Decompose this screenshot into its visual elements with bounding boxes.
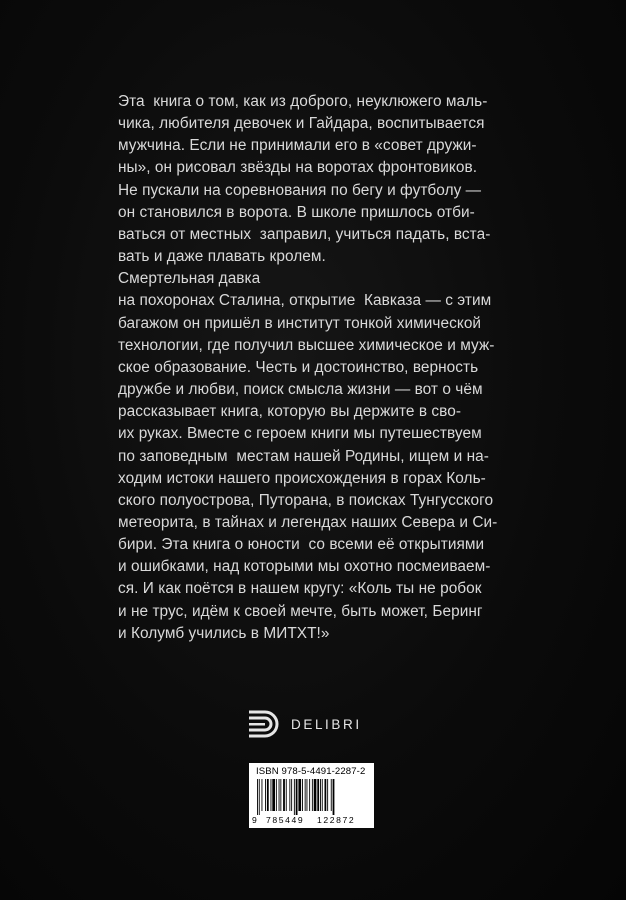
annotation-text — [118, 91, 518, 645]
annotation-line: рассказывает книга, которую вы держите в сво- — [118, 403, 462, 421]
annotation-line: и не трус, идём к своей мечте, быть может, Беринг — [118, 602, 483, 620]
annotation-line: метеорита, в тайнах и легендах наших Севера и Си- — [118, 513, 498, 531]
barcode-bar — [312, 779, 313, 811]
annotation-line: Не пускали на соревнования по бегу и футболу — — [118, 181, 482, 199]
barcode-bar — [265, 779, 266, 811]
annotation-line: и Колумб учились в МИТХТ!» — [118, 624, 330, 642]
barcode-bar — [296, 779, 298, 815]
annotation-line: ходим истоки нашего происхождения в горах Коль- — [118, 469, 486, 487]
barcode-bar — [283, 779, 285, 811]
barcode-digits-left: 785449 — [266, 815, 305, 825]
annotation-line: Эта книга о том, как из доброго, неуклюжего маль- — [118, 93, 488, 110]
annotation-line: ны», он рисовал звёзды на воротах фронтовиков. — [118, 159, 478, 177]
annotation-line: на похоронах Сталина, открытие Кавказа — с этим — [118, 292, 492, 310]
annotation-line: ваться от местных заправил, учиться падать, вста- — [118, 225, 491, 243]
barcode-bar — [271, 779, 272, 811]
barcode-bar — [294, 779, 295, 815]
barcode-bar — [279, 779, 280, 811]
barcode-bar — [325, 779, 327, 811]
barcode-bar — [333, 779, 335, 815]
barcode-bar — [307, 779, 308, 811]
barcode-bar — [262, 779, 263, 811]
barcode-bar — [272, 779, 275, 811]
barcode-bar — [327, 779, 328, 811]
barcode-bar — [322, 779, 323, 811]
barcode-digit-first: 9 — [252, 815, 257, 825]
annotation-line: багажом он пришёл в институт тонкой химической — [118, 314, 482, 332]
barcode-bar — [305, 779, 306, 811]
annotation-line: и ошибками, над которыми мы охотно посмеиваем- — [118, 558, 491, 576]
barcode-bar — [276, 779, 277, 811]
barcode-bar — [314, 779, 317, 811]
delibri-logo-icon — [247, 706, 283, 742]
publisher-name: DELIBRI — [291, 716, 362, 732]
barcode-digits-right: 122872 — [317, 815, 356, 825]
annotation-line: ского полуострова, Путорана, в поисках Тунгусского — [118, 491, 494, 509]
barcode-bar — [302, 779, 303, 811]
annotation-line: ся. И как поётся в нашем кругу: «Коль ты не робок — [118, 580, 482, 598]
barcode-bar — [298, 779, 301, 811]
barcode-bar — [289, 779, 290, 811]
barcode-bar — [309, 779, 310, 811]
annotation-line: он становился в ворота. В школе пришлось отби- — [118, 203, 475, 221]
isbn-barcode — [249, 763, 374, 828]
annotation-line: их руках. Вместе с героем книги мы путешествуем — [118, 425, 482, 443]
annotation-line: бири. Эта книга о юности со всеми её открытиями — [118, 536, 485, 554]
barcode-bar — [286, 779, 287, 811]
barcode-bar — [259, 779, 260, 815]
annotation-line: по заповедным местам нашей Родины, ищем и на- — [118, 447, 489, 465]
publisher-logo — [247, 706, 362, 742]
annotation-line: мужчина. Если не принимали его в «совет дружи- — [118, 137, 477, 155]
barcode-bar — [267, 779, 269, 811]
barcode-digits — [249, 815, 374, 827]
annotation-line: ское образование. Честь и достоинство, верность — [118, 358, 479, 376]
barcode-bar — [320, 779, 321, 811]
barcode-bar — [291, 779, 292, 811]
barcode-bar — [317, 779, 319, 811]
annotation-line: технологии, где получил высшее химическое и муж- — [118, 336, 495, 354]
annotation-line: чика, любителя девочек и Гайдара, воспитывается — [118, 115, 485, 133]
annotation-line: дружбе и любви, поиск смысла жизни — вот о чём — [118, 381, 483, 399]
barcode-bars — [257, 779, 367, 815]
barcode-bar — [331, 779, 332, 811]
isbn-number: ISBN 978-5-4491-2287-2 — [256, 766, 366, 777]
annotation-line: вать и даже плавать кролем. — [118, 248, 326, 266]
barcode-bar — [280, 779, 281, 811]
barcode-bar — [257, 779, 258, 815]
annotation-line: Смертельная давка — [118, 270, 261, 288]
